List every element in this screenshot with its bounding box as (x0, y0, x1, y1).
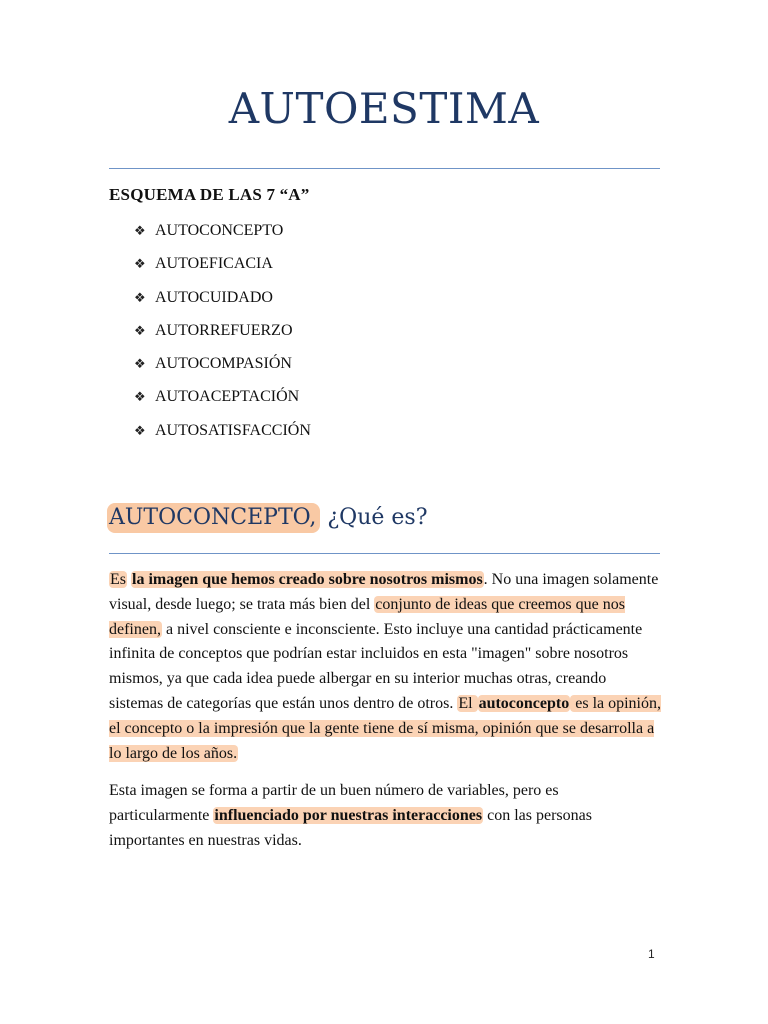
paragraph-text: . No una imagen solamente visual, desde luego; se trata más bien del (109, 571, 659, 613)
list-item-label: AUTOCOMPASIÓN (155, 355, 292, 373)
scheme-list (134, 220, 311, 453)
list-item (134, 220, 311, 253)
list-item-label: AUTORREFUERZO (155, 321, 293, 339)
diamond-bullet-icon: ❖ (134, 289, 146, 305)
diamond-bullet-icon: ❖ (134, 356, 146, 372)
highlighted-text: es la opinión, el concepto o la impresión que la gente tiene de sí misma, opinión que se desarrolla a lo largo de los años. (109, 694, 661, 762)
highlighted-text: Es (110, 571, 126, 588)
highlighted-text: El (458, 694, 477, 712)
list-item-label: AUTOSATISFACCIÓN (155, 421, 311, 439)
list-item (134, 320, 311, 353)
list-item-label: AUTOCUIDADO (155, 288, 273, 306)
paragraph-text: Esta imagen se forma a partir de un buen número de variables, pero es particularmente (109, 782, 559, 824)
scheme-heading: ESQUEMA DE LAS 7 “A” (109, 185, 310, 204)
document-title: AUTOESTIMA (228, 84, 540, 133)
paragraph-formation (109, 779, 661, 853)
highlighted-bold-text: influenciado por nuestras interacciones (214, 806, 483, 824)
diamond-bullet-icon: ❖ (134, 322, 146, 338)
section-heading (107, 505, 428, 530)
section-heading-question: ¿Qué es? (320, 505, 428, 530)
list-item (134, 287, 311, 320)
section-heading-highlight: AUTOCONCEPTO, (107, 503, 320, 533)
diamond-bullet-icon: ❖ (134, 422, 146, 438)
list-item-label: AUTOEFICACIA (155, 255, 273, 273)
list-item-label: AUTOACEPTACIÓN (155, 388, 300, 406)
paragraph-text: a nivel consciente e inconsciente. Esto incluye una cantidad prácticamente infinita de conceptos que podrían estar incluidos en esta "imagen" sobre nosotros mismos, ya que cada idea puede albergar en su interior muchas otras, creando sistemas de categorías que están unos dentro de otros. (109, 620, 643, 712)
highlighted-bold-text: la imagen que hemos creado sobre nosotros mismos (132, 571, 483, 588)
section-divider (109, 553, 660, 554)
list-item (134, 353, 311, 386)
list-item (134, 386, 311, 419)
list-item (134, 253, 311, 286)
diamond-bullet-icon: ❖ (134, 389, 146, 405)
diamond-bullet-icon: ❖ (134, 256, 146, 272)
page-number: 1 (648, 947, 655, 961)
diamond-bullet-icon: ❖ (134, 223, 146, 238)
highlighted-bold-text: autoconcepto (478, 694, 570, 712)
list-item (134, 420, 311, 453)
list-item-label: AUTOCONCEPTO (155, 222, 284, 239)
highlighted-text: conjunto de ideas que creemos que nos definen, (109, 595, 625, 638)
paragraph-definition (109, 568, 661, 766)
title-divider (109, 168, 660, 169)
paragraph-text: con las personas importantes en nuestras vidas. (109, 806, 592, 849)
